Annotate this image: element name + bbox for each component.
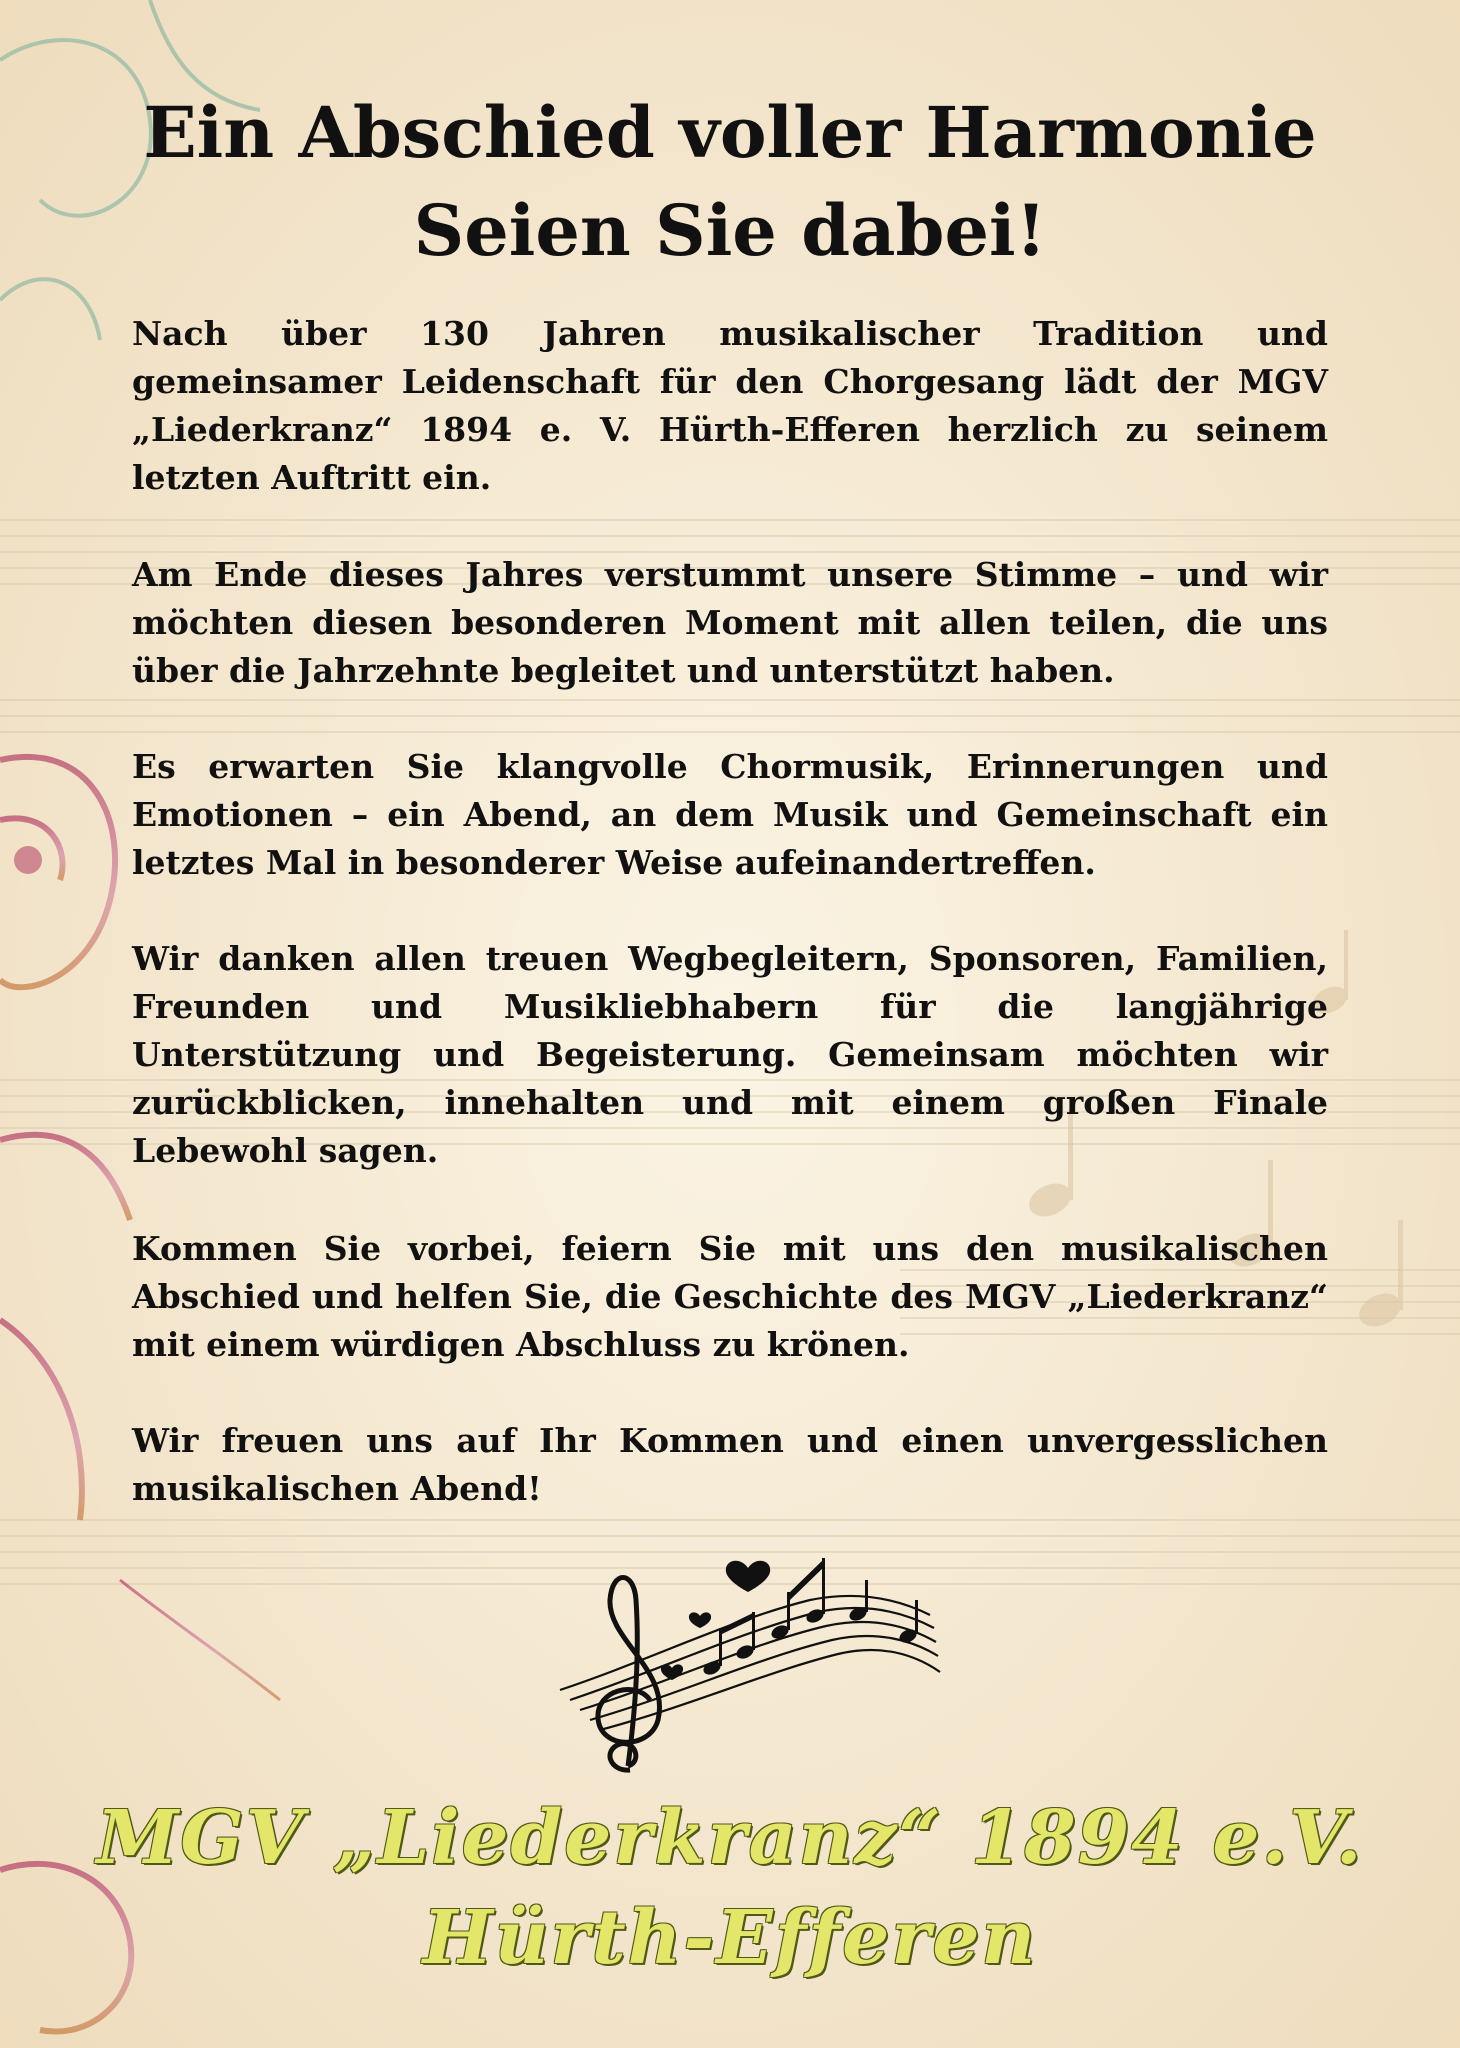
title-line-1: Ein Abschied voller Harmonie bbox=[143, 91, 1317, 174]
footer-club-name: MGV „Liederkranz“ 1894 e.V. bbox=[96, 1795, 1364, 1881]
paragraph-thanks: Wir danken allen treuen Wegbegleitern, Sponsoren, Familien, Freunden und Musikliebhabern für die langjährige Unterstützung und Begeisterung. Gemeinsam möchten wir zurückblicken, innehalten und mit einem großen Finale Lebewohl sagen. bbox=[132, 939, 1328, 1170]
title-line-2: Seien Sie dabei! bbox=[413, 189, 1047, 272]
paragraph-program: Es erwarten Sie klangvolle Chormusik, Erinnerungen und Emotionen – ein Abend, an dem Musik und Gemeinschaft ein letztes Mal in besonderer Weise aufeinandertreffen. bbox=[132, 747, 1328, 882]
heart-icon bbox=[726, 1561, 770, 1592]
paragraph-intro: Nach über 130 Jahren musikalischer Tradition und gemeinsamer Leidenschaft für den Chorgesang lädt der MGV „Liederkranz“ 1894 e. V. Hürth-Efferen herzlich zu seinem letzten Auftritt ein. bbox=[132, 314, 1328, 497]
footer-location: Hürth-Efferen bbox=[422, 1895, 1038, 1981]
paragraph-closing: Wir freuen uns auf Ihr Kommen und einen unvergesslichen musikalischen Abend! bbox=[132, 1421, 1328, 1508]
paragraph-end-of-year: Am Ende dieses Jahres verstummt unsere Stimme – und wir möchten diesen besonderen Moment mit allen teilen, die uns über die Jahrzehnte begleitet und unterstützt haben. bbox=[132, 555, 1328, 690]
music-staff-notes-icon bbox=[540, 1540, 960, 1800]
paragraph-invitation: Kommen Sie vorbei, feiern Sie mit uns den musikalischen Abschied und helfen Sie, die Geschichte des MGV „Liederkranz“ mit einem würdigen Abschluss zu krönen. bbox=[132, 1229, 1328, 1364]
